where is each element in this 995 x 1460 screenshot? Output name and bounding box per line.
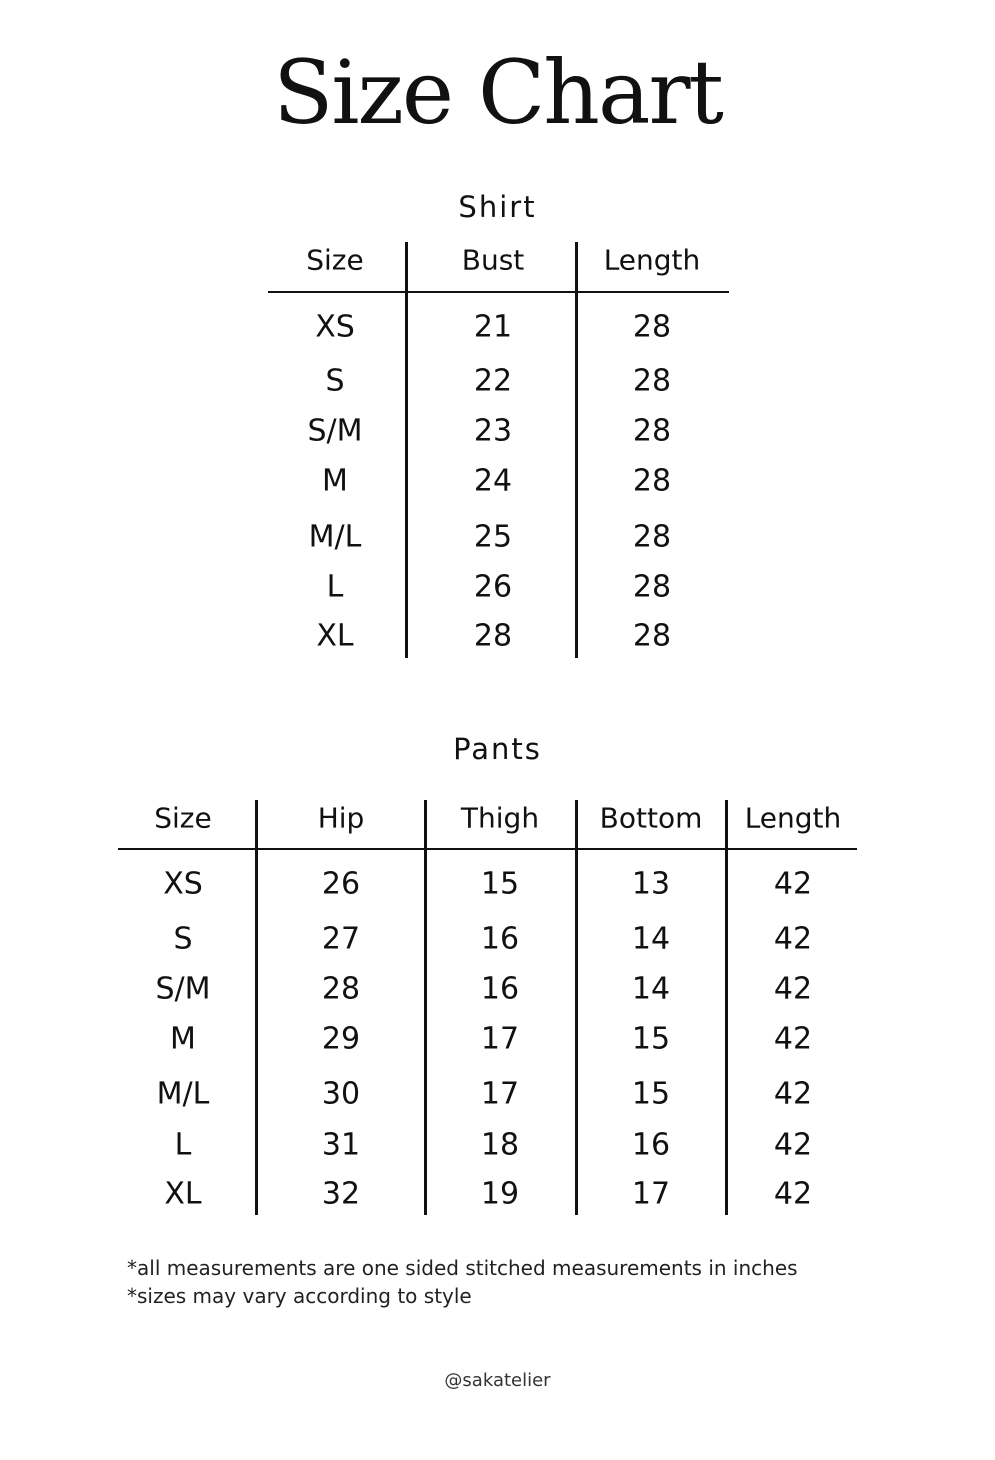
pants-row-cell: S/M [155,971,211,1007]
shirt-row-cell: L [326,569,344,605]
shirt-row-cell: S/M [307,413,363,449]
pants-row-cell: 14 [631,971,671,1007]
pants-row-cell: M [170,1021,196,1057]
pants-column-divider [725,800,728,1215]
pants-row-cell: 42 [773,921,813,957]
pants-row-cell: 15 [631,1021,671,1057]
shirt-row-cell: M [322,463,348,499]
shirt-row-cell: 28 [632,309,672,345]
pants-header-length: Length [744,801,842,835]
pants-column-divider [255,800,258,1215]
pants-row-cell: 17 [631,1176,671,1212]
shirt-row-cell: XL [316,618,354,654]
shirt-column-divider [405,242,408,658]
shirt-row-cell: 26 [473,569,513,605]
pants-section-title: Pants [453,732,542,766]
pants-header-divider [118,848,857,850]
shirt-row-cell: 28 [632,618,672,654]
shirt-row-cell: 21 [473,309,513,345]
pants-row-cell: 30 [321,1076,361,1112]
pants-header-hip: Hip [317,801,365,835]
pants-row-cell: 32 [321,1176,361,1212]
shirt-row-cell: S [325,363,345,399]
pants-row-cell: 42 [773,1021,813,1057]
shirt-row-cell: 28 [632,519,672,555]
pants-row-cell: 16 [480,921,520,957]
pants-row-cell: 42 [773,971,813,1007]
pants-header-bottom: Bottom [599,801,703,835]
pants-row-cell: 16 [480,971,520,1007]
pants-row-cell: 29 [321,1021,361,1057]
shirt-section-title: Shirt [458,190,537,224]
pants-row-cell: 13 [631,866,671,902]
shirt-row-cell: 28 [632,363,672,399]
shirt-header-size: Size [306,243,364,277]
shirt-header-bust: Bust [461,243,525,277]
shirt-header-divider [268,291,729,293]
shirt-row-cell: 28 [632,463,672,499]
shirt-row-cell: 24 [473,463,513,499]
shirt-column-divider [575,242,578,658]
pants-row-cell: 18 [480,1127,520,1163]
shirt-row-cell: 28 [632,569,672,605]
pants-row-cell: 26 [321,866,361,902]
pants-row-cell: XS [163,866,203,902]
shirt-row-cell: M/L [308,519,362,555]
pants-row-cell: 27 [321,921,361,957]
pants-row-cell: 42 [773,1176,813,1212]
measurement-note: *all measurements are one sided stitched measurements in inches [127,1256,798,1280]
pants-row-cell: 42 [773,866,813,902]
shirt-row-cell: 25 [473,519,513,555]
pants-row-cell: 42 [773,1076,813,1112]
pants-header-size: Size [154,801,212,835]
pants-row-cell: S [173,921,193,957]
pants-header-thigh: Thigh [460,801,540,835]
pants-row-cell: 16 [631,1127,671,1163]
pants-row-cell: L [174,1127,192,1163]
pants-row-cell: 42 [773,1127,813,1163]
pants-row-cell: 28 [321,971,361,1007]
pants-row-cell: M/L [156,1076,210,1112]
shirt-row-cell: 23 [473,413,513,449]
pants-row-cell: 15 [480,866,520,902]
page-title: Size Chart [273,41,722,144]
shirt-row-cell: 28 [632,413,672,449]
social-handle: @sakatelier [444,1370,551,1391]
shirt-row-cell: XS [315,309,355,345]
pants-row-cell: 14 [631,921,671,957]
shirt-row-cell: 28 [473,618,513,654]
pants-row-cell: 19 [480,1176,520,1212]
pants-column-divider [575,800,578,1215]
pants-row-cell: 31 [321,1127,361,1163]
shirt-row-cell: 22 [473,363,513,399]
pants-row-cell: 17 [480,1076,520,1112]
pants-column-divider [424,800,427,1215]
shirt-header-length: Length [603,243,701,277]
pants-row-cell: 17 [480,1021,520,1057]
pants-row-cell: XL [164,1176,202,1212]
size-variance-note: *sizes may vary according to style [127,1284,472,1308]
pants-row-cell: 15 [631,1076,671,1112]
